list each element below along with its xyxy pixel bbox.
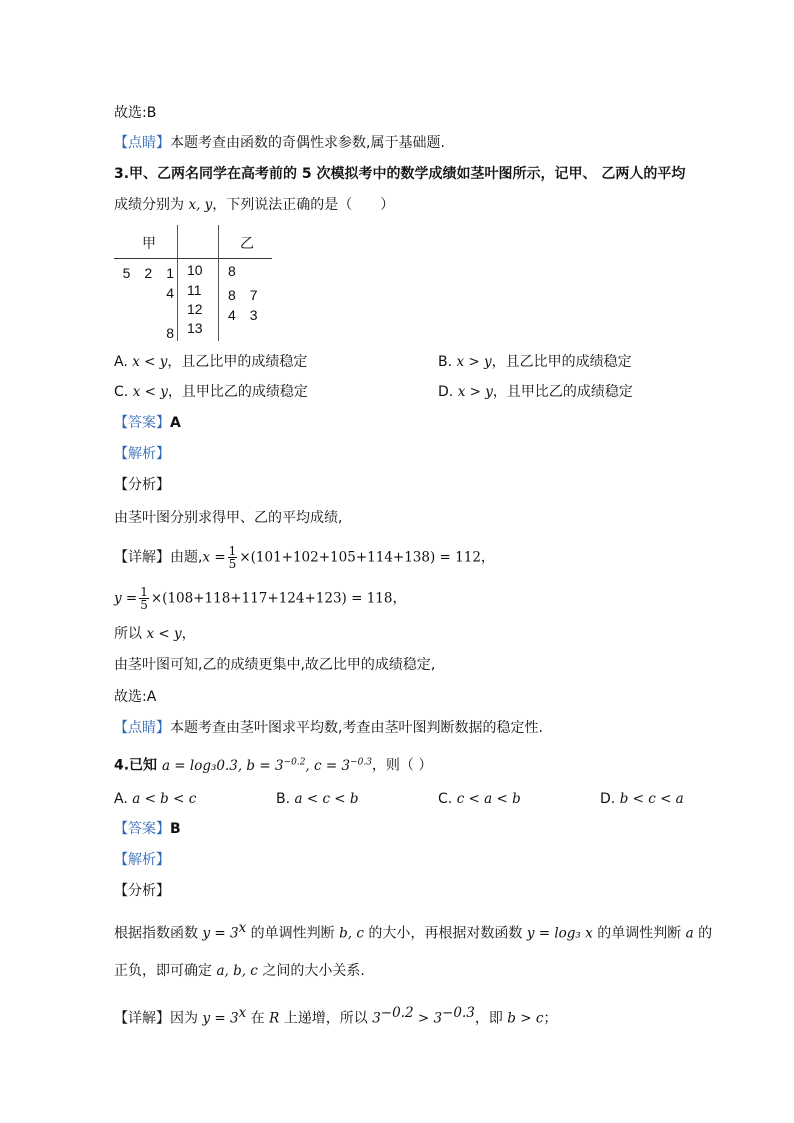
- q4-math-a: a = log₃0.3, b = 3: [161, 757, 284, 774]
- q4-math: [162, 758, 372, 774]
- math: > 3: [413, 1010, 443, 1027]
- stem-leaf-diagram: [114, 225, 274, 345]
- q4-exp2: −0.3: [350, 757, 372, 767]
- detail-tag: 【详解】: [114, 1010, 170, 1027]
- option-b: [276, 790, 359, 808]
- math-exp: x: [238, 920, 247, 936]
- option-text: ，且乙比甲的成绩稳定: [167, 354, 308, 370]
- fenxi-tag-3: 【分析】: [114, 477, 170, 493]
- option-math: a < b < c: [132, 791, 197, 807]
- math: b > c: [507, 1010, 544, 1027]
- stem-right-divider: [218, 225, 219, 341]
- fraction: [139, 586, 149, 611]
- row-stem: 13: [187, 320, 203, 336]
- q4-end: ，则（ ）: [371, 757, 433, 774]
- comment-text: 本题考查由函数的奇偶性求参数,属于基础题.: [170, 135, 445, 151]
- math-exp: −0.3: [442, 1005, 475, 1021]
- fraction-denominator: 5: [228, 557, 237, 571]
- math-exp: x: [238, 1005, 247, 1021]
- detail-x-line: [114, 545, 495, 570]
- comment-tag: 【点睛】: [114, 135, 170, 151]
- option-d: [600, 790, 684, 808]
- answer-tag: 【答案】: [114, 821, 170, 837]
- row-right: 4 3: [228, 307, 258, 323]
- math-exp: −0.2: [380, 1005, 414, 1021]
- question-4: [114, 753, 432, 775]
- option-label: D.: [600, 791, 616, 807]
- row-left: 5 2 1: [122, 265, 174, 281]
- text: 在: [246, 1010, 270, 1027]
- option-label: B.: [438, 354, 453, 370]
- detail-end: ，: [480, 549, 495, 566]
- so-math: x < y: [146, 626, 182, 642]
- answer-line-q2: 故选:B: [114, 105, 157, 121]
- text: ，即: [474, 1010, 508, 1027]
- detail-math-rest: ×(108+118+117+124+123) = 118: [150, 590, 393, 607]
- math: a: [685, 925, 694, 942]
- text: 上递增，所以: [279, 1010, 373, 1027]
- answer-4: [114, 820, 181, 838]
- question-3-line2: [114, 196, 394, 214]
- option-text: ，且甲比乙的成绩稳定: [167, 384, 308, 400]
- option-label: A.: [114, 791, 128, 807]
- question-3-line1: 3.甲、乙两名同学在高考前的 5 次模拟考中的数学成绩如茎叶图所示，记甲、 乙两人的平均: [114, 166, 686, 182]
- q4-exp1: −0.2: [283, 757, 306, 767]
- math: y = log₃ x: [526, 925, 593, 942]
- option-math: c < a < b: [456, 791, 521, 807]
- left-header: 甲: [142, 235, 156, 251]
- text: ；: [543, 1010, 558, 1027]
- row-right: 8: [228, 263, 236, 279]
- option-math: x < y: [132, 384, 168, 400]
- option-a: [114, 790, 196, 808]
- text: 因为: [170, 1010, 203, 1027]
- choose-3: 故选:A: [114, 689, 157, 705]
- option-b: [438, 353, 632, 371]
- option-math: a < c < b: [294, 791, 359, 807]
- math: 3: [372, 1010, 381, 1027]
- answer-tag: 【答案】: [114, 415, 170, 431]
- so-line: [114, 625, 196, 643]
- option-label: C.: [438, 791, 453, 807]
- text: 之间的大小关系.: [257, 963, 365, 979]
- text: 的: [693, 925, 713, 942]
- detail-text: 由题,: [170, 549, 203, 566]
- comment-tag: 【点睛】: [114, 720, 170, 736]
- fraction-numerator: 1: [228, 544, 237, 558]
- answer-value: A: [170, 415, 181, 431]
- header-divider: [114, 258, 272, 259]
- detail-math: x =: [202, 549, 226, 566]
- so-text: 所以: [114, 626, 147, 642]
- text: 正负，即可确定: [114, 963, 217, 979]
- text: 的单调性判断: [592, 925, 686, 942]
- q3-text-b: ，下列说法正确的是（ ）: [212, 197, 395, 213]
- fraction-numerator: 1: [140, 585, 148, 599]
- option-a: [114, 353, 307, 371]
- right-header: 乙: [240, 235, 254, 251]
- q3-text-a: 成绩分别为: [114, 197, 189, 213]
- option-c: [438, 790, 521, 808]
- row-left: 4: [166, 285, 174, 301]
- text: 的大小，再根据对数函数: [363, 925, 527, 942]
- math: b, c: [339, 925, 364, 942]
- math: y = 3: [202, 1010, 239, 1027]
- fenxi-4-line2: [114, 962, 365, 980]
- q3-math: x, y: [188, 197, 213, 213]
- option-math: x > y: [457, 384, 493, 400]
- math: R: [269, 1010, 280, 1027]
- option-math: x < y: [132, 354, 168, 370]
- option-d: [438, 383, 633, 401]
- detail-y-line: [114, 586, 406, 611]
- stem-left-divider: [177, 225, 178, 341]
- text: 根据指数函数: [114, 925, 203, 942]
- fraction: [228, 545, 238, 570]
- row-stem: 10: [187, 262, 203, 278]
- comment-q3: [114, 719, 543, 737]
- option-label: C.: [114, 384, 129, 400]
- q4-math-b: , c = 3: [305, 757, 351, 774]
- comment-q2: [114, 134, 445, 152]
- comment-text: 本题考查由茎叶图求平均数,考查由茎叶图判断数据的稳定性.: [170, 720, 543, 736]
- option-c: [114, 383, 308, 401]
- fenxi-4-line1: [114, 919, 712, 943]
- so-end: ，: [181, 626, 196, 642]
- detail-math: y =: [114, 590, 138, 607]
- fenxi-tag-4: 【分析】: [114, 883, 170, 899]
- row-stem: 12: [187, 301, 203, 317]
- text: 的单调性判断: [246, 925, 340, 942]
- math: y = 3: [202, 925, 239, 942]
- detail-math-rest: ×(101+102+105+114+138) = 112: [239, 549, 481, 566]
- detail-4: [114, 1004, 557, 1028]
- detail-end: ，: [392, 590, 407, 607]
- conclusion-3: 由茎叶图可知,乙的成绩更集中,故乙比甲的成绩稳定,: [114, 657, 436, 673]
- option-text: ，且乙比甲的成绩稳定: [491, 354, 632, 370]
- answer-value: B: [170, 821, 181, 837]
- analysis-tag-3: 【解析】: [114, 446, 170, 462]
- math: a, b, c: [216, 963, 258, 979]
- option-math: b < c < a: [619, 791, 684, 807]
- option-label: A.: [114, 354, 128, 370]
- answer-3: [114, 414, 181, 432]
- option-text: ，且甲比乙的成绩稳定: [492, 384, 633, 400]
- q4-text: 4.已知: [114, 757, 162, 774]
- row-stem: 11: [187, 282, 202, 298]
- row-right: 8 7: [228, 287, 258, 303]
- option-label: D.: [438, 384, 454, 400]
- fenxi-text-3: 由茎叶图分别求得甲、乙的平均成绩,: [114, 510, 343, 526]
- option-math: x > y: [456, 354, 492, 370]
- option-label: B.: [276, 791, 291, 807]
- detail-tag: 【详解】: [114, 549, 170, 566]
- analysis-tag-4: 【解析】: [114, 852, 170, 868]
- fraction-denominator: 5: [140, 598, 148, 612]
- row-left: 8: [166, 325, 174, 341]
